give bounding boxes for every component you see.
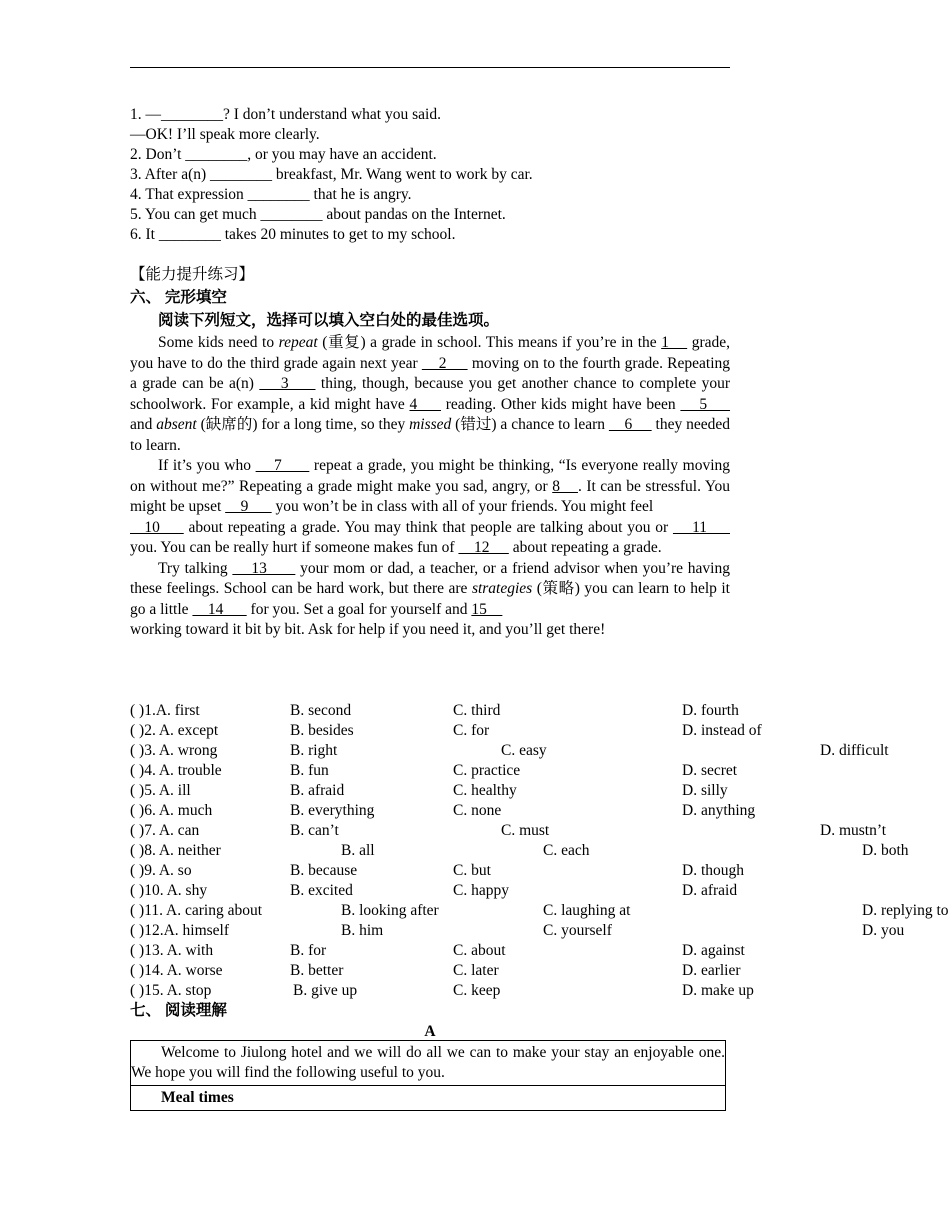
cloze-instruction: 阅读下列短文，选择可以填入空白处的最佳选项。 xyxy=(158,312,500,329)
option-b[interactable]: B. all xyxy=(341,842,375,859)
option-c[interactable]: C. third xyxy=(453,702,501,719)
option-b[interactable]: B. right xyxy=(290,742,338,759)
option-d[interactable]: D. difficult xyxy=(820,742,889,759)
blank-9[interactable]: 9 xyxy=(225,498,272,515)
question-stem: ( )1.A. first xyxy=(130,702,200,719)
cloze-paragraph-1: Some kids need to repeat (重复) a grade in school. This means if you’re in the 1 grade, you have to do the third grade again next year 2 moving on to the fourth grade. Repeating a grade can be a(n) 3 thing, though, because you get another chance to complete your schoolwork. For example, a kid might have 4 reading. Other kids might have been 5 and absent (缺席的) for a long time, so they missed (错过) a chance to learn 6 they needed to learn. xyxy=(130,334,731,454)
option-row[interactable] xyxy=(130,701,739,721)
exercise-line-3: 3. After a(n) ________ breakfast, Mr. Wang went to work by car. xyxy=(130,166,533,183)
option-c[interactable]: C. yourself xyxy=(543,922,612,939)
option-c[interactable]: C. each xyxy=(543,842,590,859)
question-stem: ( )3. A. wrong xyxy=(130,742,218,759)
option-b[interactable]: B. looking after xyxy=(341,902,439,919)
option-b[interactable]: B. afraid xyxy=(290,782,345,799)
option-row[interactable] xyxy=(130,941,745,961)
blank-4[interactable]: 4 xyxy=(409,395,441,413)
option-d[interactable]: D. afraid xyxy=(682,882,738,899)
option-b[interactable]: B. because xyxy=(290,862,358,879)
question-stem: ( )15. A. stop xyxy=(130,982,212,999)
exercise-line-1: 1. —________? I don’t understand what you said. xyxy=(130,106,441,123)
blank-11[interactable]: 11 xyxy=(672,518,730,536)
section-header: 【能力提升练习】 xyxy=(130,266,255,283)
option-row[interactable] xyxy=(130,721,762,741)
option-c[interactable]: C. for xyxy=(453,722,490,739)
welcome-text: Welcome to Jiulong hotel and we will do all we can to make your stay an enjoyable one. We hope you will find the following useful to you. xyxy=(131,1044,725,1081)
option-b[interactable]: B. give up xyxy=(293,982,358,999)
option-row[interactable] xyxy=(130,821,887,841)
option-row[interactable] xyxy=(130,801,756,821)
exercise-line-5: 5. You can get much ________ about pandas on the Internet. xyxy=(130,206,506,223)
question-stem: ( )12.A. himself xyxy=(130,922,230,939)
blank-12[interactable]: 12 xyxy=(458,539,509,556)
option-d[interactable]: D. replying to xyxy=(862,902,949,919)
question-stem: ( )2. A. except xyxy=(130,722,219,739)
option-b[interactable]: B. excited xyxy=(290,882,353,899)
option-d[interactable]: D. make up xyxy=(682,982,754,999)
blank-15[interactable]: 15 xyxy=(471,600,503,618)
option-c[interactable]: C. laughing at xyxy=(543,902,631,919)
blank-13[interactable]: 13 xyxy=(232,559,296,577)
option-d[interactable]: D. instead of xyxy=(682,722,762,739)
blank-10[interactable]: 10 xyxy=(130,518,184,536)
option-row[interactable] xyxy=(130,741,889,761)
option-c[interactable]: C. none xyxy=(453,802,502,819)
option-row[interactable] xyxy=(130,921,905,941)
option-d[interactable]: D. mustn’t xyxy=(820,822,887,839)
header-rule xyxy=(130,67,730,68)
option-b[interactable]: B. can’t xyxy=(290,822,339,839)
cloze-heading: 六、 完形填空 xyxy=(130,289,227,306)
cloze-paragraph-2: If it’s you who 7 repeat a grade, you might be thinking, “Is everyone really moving on without me?” Repeating a grade might make you sad, angry, or 8 . It can be stressful. You might be upset 9 you won’t be in class with all of your friends. You might feel 10 about repeating a grade. You may think that people are talking about you or 11 you. You can be really hurt if someone makes fun of 12 about repeating a grade. xyxy=(130,457,731,556)
option-d[interactable]: D. both xyxy=(862,842,909,859)
option-b[interactable]: B. besides xyxy=(290,722,354,739)
exercise-line-4: 4. That expression ________ that he is angry. xyxy=(130,186,412,203)
option-d[interactable]: D. though xyxy=(682,862,744,879)
option-d[interactable]: D. secret xyxy=(682,762,738,779)
blank-1[interactable]: 1 xyxy=(661,334,688,351)
option-c[interactable]: C. healthy xyxy=(453,782,517,799)
option-c[interactable]: C. easy xyxy=(501,742,547,759)
option-c[interactable]: C. keep xyxy=(453,982,501,999)
option-c[interactable]: C. practice xyxy=(453,762,521,779)
option-b[interactable]: B. second xyxy=(290,702,352,719)
exercise-line-reply: —OK! I’ll speak more clearly. xyxy=(130,126,320,143)
option-d[interactable]: D. you xyxy=(862,922,905,939)
exercise-line-6: 6. It ________ takes 20 minutes to get to my school. xyxy=(130,226,456,243)
question-stem: ( )14. A. worse xyxy=(130,962,223,979)
option-row[interactable] xyxy=(130,841,909,861)
option-row[interactable] xyxy=(130,981,754,1001)
option-c[interactable]: C. must xyxy=(501,822,550,839)
option-d[interactable]: D. silly xyxy=(682,782,728,799)
option-b[interactable]: B. for xyxy=(290,942,327,959)
question-stem: ( )5. A. ill xyxy=(130,782,191,799)
option-d[interactable]: D. earlier xyxy=(682,962,741,979)
cloze-paragraph-3: Try talking 13 your mom or dad, a teacher, or a friend advisor when you’re having these feelings. School can be hard work, but there are strategies (策略) you can learn to help it go a little 14 for you. Set a goal for yourself and 15 working toward it bit by bit. Ask for help if you need it, and you’ll get there! xyxy=(130,559,730,638)
question-stem: ( )11. A. caring about xyxy=(130,902,262,919)
question-stem: ( )7. A. can xyxy=(130,822,200,839)
option-c[interactable]: C. about xyxy=(453,942,506,959)
question-stem: ( )10. A. shy xyxy=(130,882,208,899)
option-c[interactable]: C. later xyxy=(453,962,499,979)
option-row[interactable] xyxy=(130,861,744,881)
option-c[interactable]: C. but xyxy=(453,862,491,879)
option-c[interactable]: C. happy xyxy=(453,882,509,899)
blank-8[interactable]: 8 xyxy=(552,477,578,495)
passage-label: A xyxy=(424,1023,436,1040)
option-row[interactable] xyxy=(130,881,738,901)
blank-7[interactable]: 7 xyxy=(255,457,310,474)
question-stem: ( )4. A. trouble xyxy=(130,762,222,779)
reading-heading: 七、 阅读理解 xyxy=(130,1002,227,1019)
meal-times-heading: Meal times xyxy=(131,1085,725,1110)
option-d[interactable]: D. anything xyxy=(682,802,756,819)
hotel-info-box xyxy=(130,1040,726,1111)
option-b[interactable]: B. better xyxy=(290,962,344,979)
cloze-passage xyxy=(130,333,730,641)
blank-2[interactable]: 2 xyxy=(421,354,468,372)
blank-6[interactable]: 6 xyxy=(608,416,652,433)
exercise-line-2: 2. Don’t ________, or you may have an accident. xyxy=(130,146,437,163)
question-stem: ( )6. A. much xyxy=(130,802,213,819)
option-row[interactable] xyxy=(130,761,738,781)
option-b[interactable]: B. him xyxy=(341,922,384,939)
option-d[interactable]: D. fourth xyxy=(682,702,739,719)
option-row[interactable] xyxy=(130,901,949,921)
blank-14[interactable]: 14 xyxy=(192,600,247,618)
option-row[interactable] xyxy=(130,781,730,801)
option-d[interactable]: D. against xyxy=(682,942,745,959)
option-b[interactable]: B. everything xyxy=(290,802,375,819)
question-stem: ( )8. A. neither xyxy=(130,842,221,859)
question-stem: ( )13. A. with xyxy=(130,942,214,959)
blank-3[interactable]: 3 xyxy=(259,375,316,392)
question-stem: ( )9. A. so xyxy=(130,862,192,879)
option-b[interactable]: B. fun xyxy=(290,762,329,779)
blank-5[interactable]: 5 xyxy=(680,395,731,413)
option-row[interactable] xyxy=(130,961,741,981)
